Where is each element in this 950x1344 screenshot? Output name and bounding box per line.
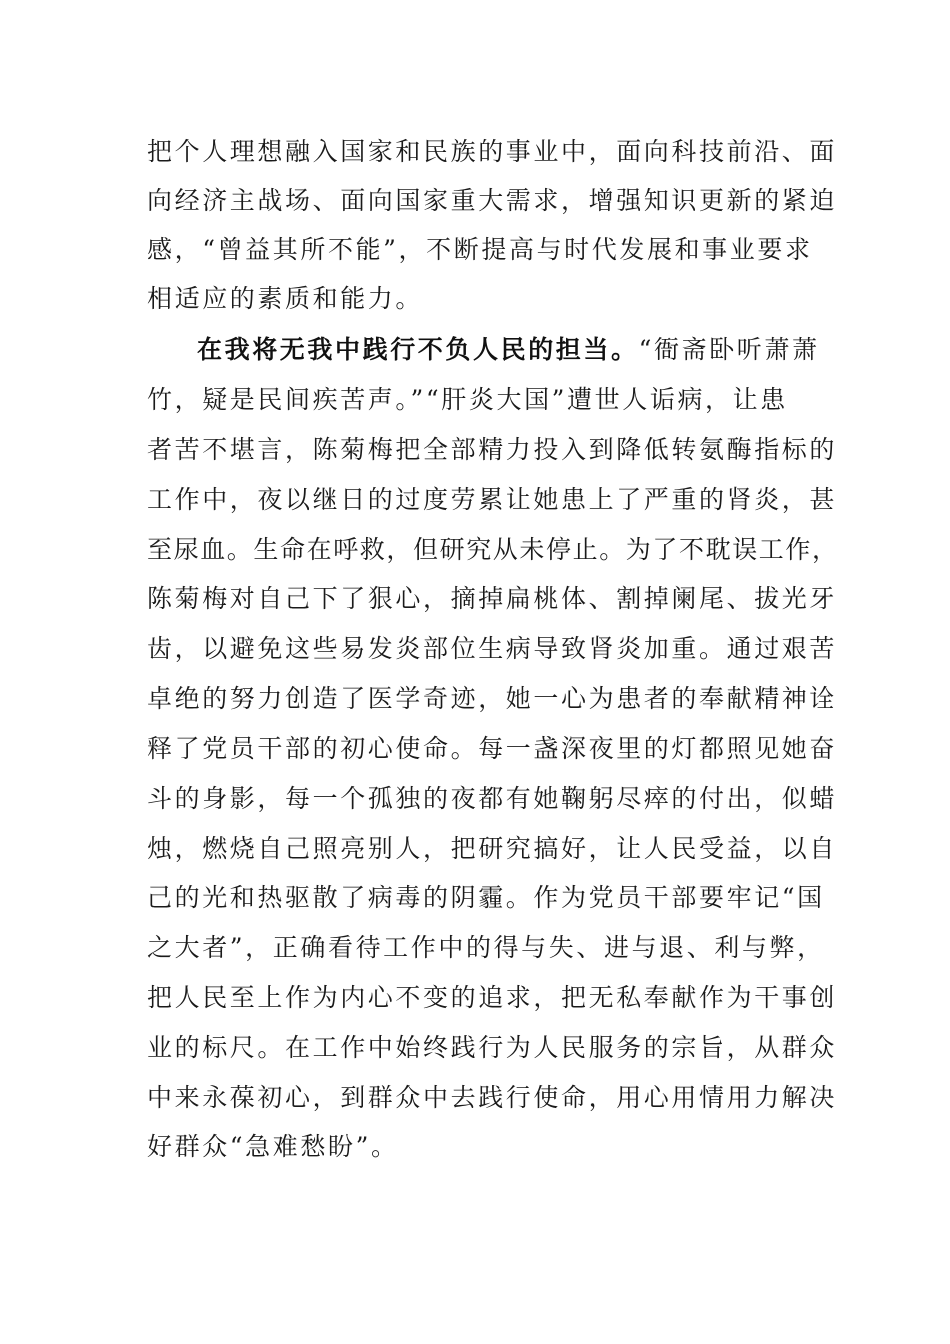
paragraph-2-lead-sentence: 在我将无我中践行不负人民的担当。 bbox=[197, 335, 639, 364]
paragraph-1-line-2: 向经济主战场、面向国家重大需求，增强知识更新的紧迫 bbox=[147, 186, 838, 215]
paragraph-2-line-4: 工作中，夜以继日的过度劳累让她患上了严重的肾炎，甚 bbox=[147, 485, 838, 514]
paragraph-1-line-3: 感，“曾益其所不能”，不断提高与时代发展和事业要求 bbox=[147, 235, 813, 264]
paragraph-2-line-3: 者苦不堪言，陈菊梅把全部精力投入到降低转氨酶指标的 bbox=[147, 435, 838, 464]
paragraph-2-line-2: 竹，疑是民间疾苦声。”“肝炎大国”遭世人诟病，让患 bbox=[147, 385, 788, 414]
paragraph-2-line-5: 至尿血。生命在呼救，但研究从未停止。为了不耽误工作， bbox=[147, 535, 839, 564]
paragraph-2-line-15: 业的标尺。在工作中始终践行为人民服务的宗旨，从群众 bbox=[147, 1033, 838, 1062]
paragraph-2-line-8: 卓绝的努力创造了医学奇迹，她一心为患者的奉献精神诠 bbox=[147, 684, 838, 713]
paragraph-2-line-13: 之大者”，正确看待工作中的得与失、进与退、利与弊， bbox=[147, 933, 825, 962]
paragraph-2-line-14: 把人民至上作为内心不变的追求，把无私奉献作为干事创 bbox=[147, 983, 838, 1012]
paragraph-2-line-7: 齿，以避免这些易发炎部位生病导致肾炎加重。通过艰苦 bbox=[147, 634, 838, 663]
paragraph-2-line-16: 中来永葆初心，到群众中去践行使命，用心用情用力解决 bbox=[147, 1083, 838, 1112]
paragraph-2-line-1 bbox=[197, 334, 820, 366]
paragraph-2-line-12: 己的光和热驱散了病毒的阴霾。作为党员干部要牢记“国 bbox=[147, 883, 825, 912]
paragraph-2-line-11: 烛，燃烧自己照亮别人，把研究搞好，让人民受益，以自 bbox=[147, 834, 838, 863]
paragraph-2-line-17: 好群众“急难愁盼”。 bbox=[147, 1132, 399, 1161]
paragraph-2-line-9: 释了党员干部的初心使命。每一盏深夜里的灯都照见她奋 bbox=[147, 734, 838, 763]
paragraph-2-line-6: 陈菊梅对自己下了狠心，摘掉扁桃体、割掉阑尾、拔光牙 bbox=[147, 584, 838, 613]
paragraph-2-line-1-rest: “衙斋卧听萧萧 bbox=[638, 335, 820, 364]
paragraph-2-line-10: 斗的身影，每一个孤独的夜都有她鞠躬尽瘁的付出，似蜡 bbox=[147, 784, 838, 813]
paragraph-1-line-1: 把个人理想融入国家和民族的事业中，面向科技前沿、面 bbox=[147, 137, 838, 166]
paragraph-1-line-4: 相适应的素质和能力。 bbox=[147, 284, 424, 313]
